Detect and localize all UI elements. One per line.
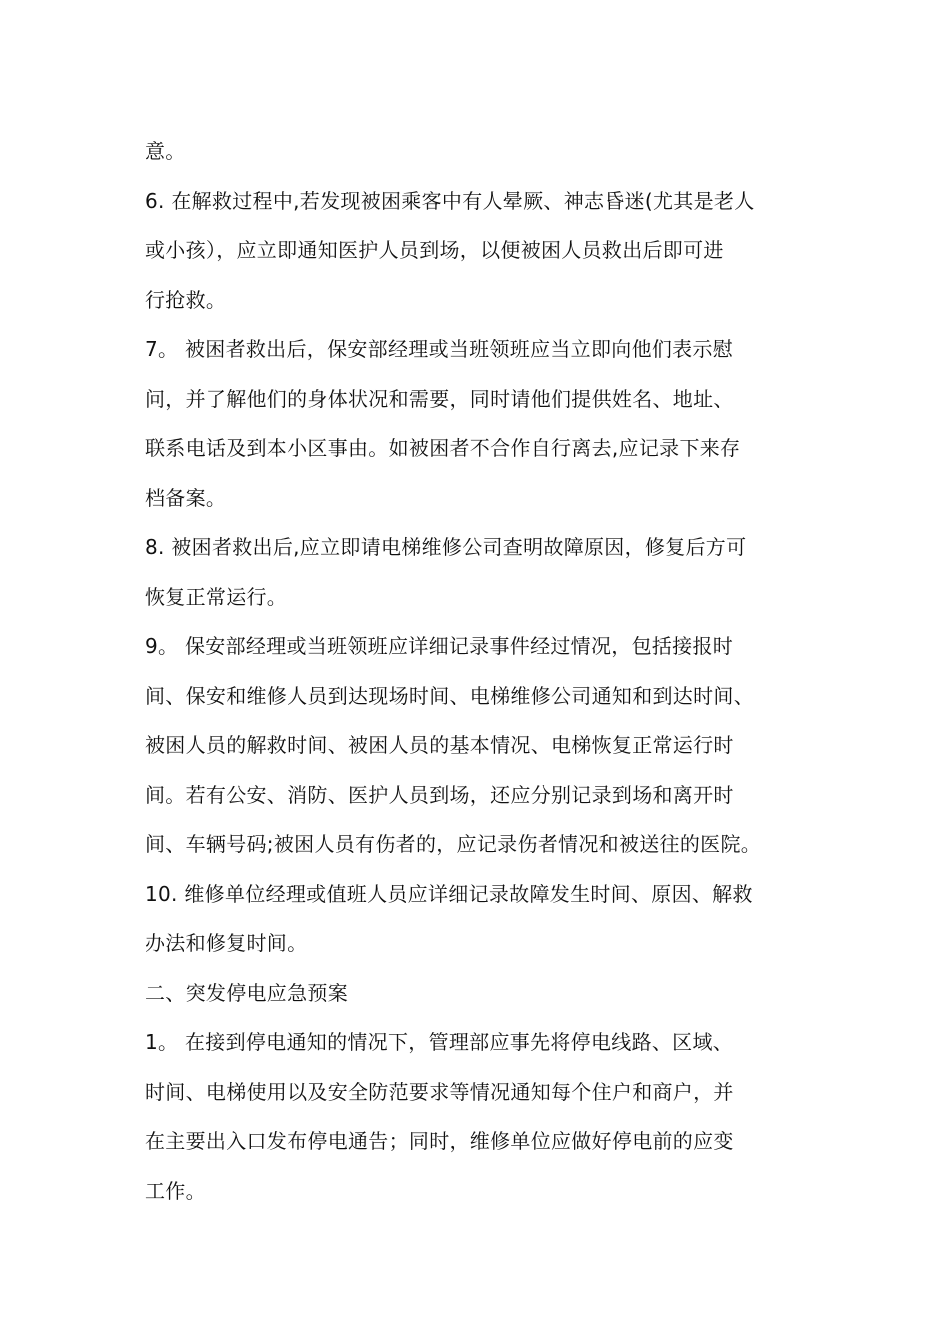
section-heading: 二、突发停电应急预案 xyxy=(145,980,348,1005)
text-line: 档备案。 xyxy=(145,485,227,510)
document-body xyxy=(145,127,825,1216)
text-line: 1。 在接到停电通知的情况下，管理部应事先将停电线路、区域、 xyxy=(145,1030,734,1054)
text-line: 间、车辆号码;被困人员有伤者的，应记录伤者情况和被送往的医院。 xyxy=(145,832,762,856)
text-line: 6. 在解救过程中,若发现被困乘客中有人晕厥、神志昏迷(尤其是老人 xyxy=(145,188,755,213)
text-line: 8. 被困者救出后,应立即请电梯维修公司查明故障原因，修复后方可 xyxy=(145,535,747,559)
text-line: 或小孩），应立即通知医护人员到场，以便被困人员救出后即可进 xyxy=(145,238,724,262)
text-line: 行抢救。 xyxy=(145,287,227,312)
text-line: 间。若有公安、消防、医护人员到场，还应分别记录到场和离开时 xyxy=(145,782,734,807)
text-line: 联系电话及到本小区事由。如被困者不合作自行离去,应记录下来存 xyxy=(145,436,741,460)
text-line: 被困人员的解救时间、被困人员的基本情况、电梯恢复正常运行时 xyxy=(145,733,734,757)
text-line: 意。 xyxy=(145,139,186,163)
text-line: 工作。 xyxy=(145,1178,206,1203)
text-line: 在主要出入口发布停电通告；同时，维修单位应做好停电前的应变 xyxy=(145,1129,734,1153)
text-line: 间、保安和维修人员到达现场时间、电梯维修公司通知和到达时间、 xyxy=(145,683,754,708)
text-line: 7。 被困者救出后，保安部经理或当班领班应当立即向他们表示慰 xyxy=(145,337,734,361)
text-line: 问，并了解他们的身体状况和需要，同时请他们提供姓名、地址、 xyxy=(145,386,734,411)
text-line: 9。 保安部经理或当班领班应详细记录事件经过情况，包括接报时 xyxy=(145,634,734,658)
text-line: 时间、电梯使用以及安全防范要求等情况通知每个住户和商户，并 xyxy=(145,1079,734,1104)
text-line: 办法和修复时间。 xyxy=(145,931,308,955)
text-line: 恢复正常运行。 xyxy=(145,584,288,609)
text-line: 10. 维修单位经理或值班人员应详细记录故障发生时间、原因、解救 xyxy=(145,881,753,906)
